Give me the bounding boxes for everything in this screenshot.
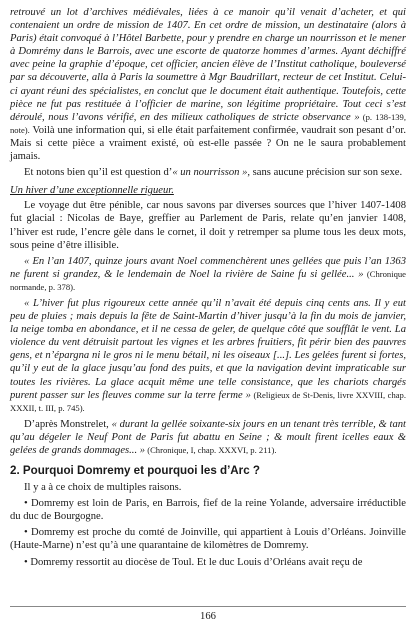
paragraph: Le voyage dut être pénible, car nous savons par diverses sources que l’hiver 1407-1408 fut glacial : Nicolas de Baye, greffier au Parlement de Paris, relate qu’en janvier 1408, l’hiver est rude, l’encre gèle dans le cornet, il doit y retremper sa plume tous les deux mots, sous peine d’être illisible. [10,200,406,251]
bullet-item: • Domremy est loin de Paris, en Barrois, fief de la reine Yolande, adversaire irréductible du duc de Bourgogne. [10,498,406,523]
source-reference: (Chronique, I, chap. XXXVI, p. 211). [145,445,277,455]
paragraph [10,166,406,179]
source-reference: (p. 138-139, note). [10,111,406,135]
paragraph: Il y a à ce choix de multiples raisons. [24,482,182,494]
quoted-text: retrouvé un lot d’archives médiévales, liées à ce manoir qu’il venait d’acheter, et qui contenaient un ordre de mission de 1407. En cet ordre de mission, un destinataire (alors à Paris) était convoqué à l’Hôtel Barbette, pour y prendre en charge un nourrisson et le mener à Domrémy dans le Barrois, avec une escorte de quatorze hommes d’armes. Ayant déchiffré avec peine la graphie d’époque, cet officier, ancien élève de l’Institut catholique, bouleversé par sa découverte, alla à Paris la soumettre à Mgr Baudrillart, recteur de cet Institut. Celui-ci ayant réuni des spécialistes, en conclut que le document était authentique. Toutefois, cette pièce ne fut pas restituée à l’officier de marine, son légitime propriétaire. Tout ceci s’est déroulé, nous l’avons vérifié, en des milieux catholiques de stricte observance » [10,7,406,123]
bullet-item: • Domremy ressortit au diocèse de Toul. Et le duc Louis d’Orléans avait reçu de [24,556,363,568]
section-heading: 2. Pourquoi Domremy et pourquoi les d’Arc ? [10,464,260,478]
quoted-text: « L’hiver fut plus rigoureux cette année qu’il n’avait été depuis cinq cents ans. Il y eut peu de pluies ; mais depuis la fête de Saint-Martin d’hiver jusqu’à la fin du mois de janvier, la neige tomba en abondance, et il ne cessa de geler, de quelque côté que soufflât le vent. La violence du vent détruisit partout les vignes et les arbres fruitiers, fit périr bien des pauvres gens, et n’épargna ni le gros ni le menu bétail, ni les oiseaux [...]. Les gelées furent si fortes, qu’il y eut de la glace jusqu’au fond des puits, et que la navigation devint impraticable sur toutes les rivières. La glace acquit même une telle consistance, que les chariots chargés purent passer sur les fleuves comme sur la terre ferme » [10,297,406,401]
quoted-text: « un nourrisson » [172,167,248,179]
source-reference: (Chronique normande, p. 378). [10,268,406,292]
quotation [10,255,406,294]
bullet-item: • Domremy est proche du comté de Joinville, qui appartient à Louis d’Orléans. Joinville (Haute-Marne) n’est qu’à une quarantaine de kilomètres de Domremy. [10,527,406,552]
source-reference: (Religieux de St-Denis, livre XXVIII, chap. XXXII, t. III, p. 745). [10,389,406,413]
paragraph [10,418,406,457]
body-text: D’après Monstrelet, [24,418,112,430]
page-number: 166 [200,611,216,622]
body-text: , sans aucune précision sur son sexe. [247,167,403,179]
footer-divider [10,606,406,607]
body-text: Voilà une information qui, si elle était parfaitement confirmée, vaudrait son pesant d’or. Mais si cette pièce a vraiment existé, où est-elle passée ? On ne le saura probablement jamais. [10,124,406,163]
quotation [10,297,406,415]
body-text: Et notons bien qu’il est question d’ [24,167,173,179]
paragraph [10,6,406,163]
quoted-text: « durant la gellée soixante-six jours en un tenant très terrible, & tant qu’au dégeler le Neuf Pont de Paris fut abattu en Seine ; & moult firent icelles eaux & gelées de grands dommages... » [10,418,406,456]
quoted-text: « En l’an 1407, quinze jours avant Noel commenchèrent unes gellées que puis l’an 1363 ne furent si grandez, & le lendemain de Noel la rivière de Saine fu si gellée... » [10,255,406,280]
subheading-winter: Un hiver d’une exceptionnelle rigueur. [10,185,174,197]
